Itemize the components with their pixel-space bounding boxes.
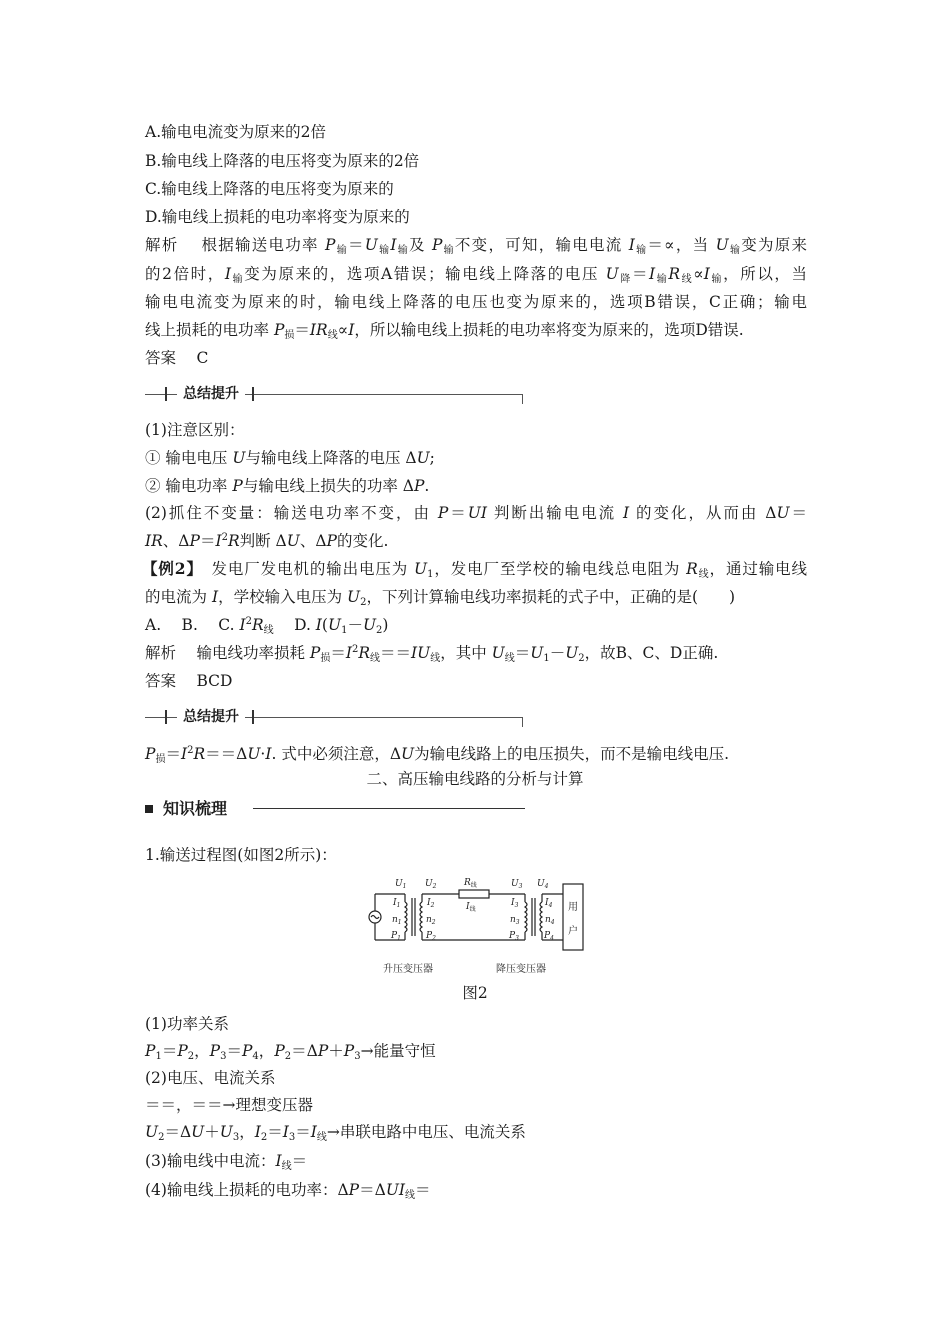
line-loss: (4)输电线上损耗的电功率：$\Delta P=\Delta UI_线=$ [145,1181,431,1201]
vc-relation-1: ＝＝，＝＝→理想变压器 [145,1096,313,1114]
svg-text:I1: $I_1$ [393,898,401,909]
transmission-diagram [365,872,585,978]
svg-text:U2: $U_2$ [425,879,437,890]
summary1-p2: (2)抓住不变量：输送电功率不变，由 P＝UI 判断出输电电流 I 的变化，从而由 ΔU＝ [145,504,807,522]
item-1: 1.输送过程图(如图2所示)： [145,846,337,864]
option-c: C.输电线上降落的电压将变为原来的 [145,180,394,198]
analysis-line-4: 线上损耗的电功率 $P_损=IR_线\propto I$，所以输电线上损耗的电功率将变为原来的，选项D错误. [145,321,744,341]
option-d: D.输电线上损耗的电功率将变为原来的 [145,208,410,226]
summary-title: 总结提升 [177,384,245,404]
answer-1: 答案 C [145,349,209,367]
power-relation-title: (1)功率关系 [145,1015,229,1033]
summary1-p1b: ② 输电功率 P与输电线上损失的功率 ΔP. [145,477,430,495]
example2-line-2: 的电流为 I，学校输入电压为 $U_2$，下列计算输电线功率损耗的式子中，正确的是( ) [145,588,736,608]
example2-line-1: 【例2】 发电厂发电机的输出电压为 $U_1$，发电厂至学校的输电线总电阻为 $R_线$，通过输电线 [142,559,808,580]
summary-header-2 [145,709,523,731]
power-relation: $P_1=P_2$，$P_3=P_4$，$P_2=\Delta P+P_3\to$能量守恒 [145,1042,436,1062]
svg-text:n1: $n_1$ [392,915,402,926]
vc-relation-title: (2)电压、电流关系 [145,1069,276,1087]
option-b: B.输电线上降落的电压将变为原来的2倍 [145,152,420,170]
svg-text:n4: $n_4$ [545,915,555,926]
analysis-line-3: 输电电流变为原来的时，输电线上降落的电压也变为原来的，选项B错误，C正确；输电 [145,293,807,311]
svg-text:I2: $I_2$ [427,898,435,909]
figure-caption: 图2 [462,984,488,1002]
svg-text:P3: $P_3$ [509,931,519,942]
user-box-label-1: 用 [568,902,578,913]
svg-text:n2: $n_2$ [426,915,436,926]
summary1-p1a: ① 输电电压 U与输电线上降落的电压 ΔU; [145,449,435,467]
svg-text:U3: $U_3$ [511,879,523,890]
svg-text:I3: $I_3$ [511,898,519,909]
svg-text:P4: $P_4$ [544,931,554,942]
svg-text:P1: $P_1$ [391,931,401,942]
analysis-line-1: 解析 根据输送电功率 $P_输=U_输I_输$及 $P_输$不变，可知，输电电流 $I_输=\propto$，当 $U_输$变为原来 [145,236,808,256]
vc-relation-2: $U_2=\Delta U+U_3$，$I_2=I_3=I_线\to$串联电路中电压、电流关系 [145,1123,526,1143]
svg-text:I4: $I_4$ [545,898,553,909]
section-heading: 二、高压输电线路的分析与计算 [366,770,584,788]
svg-text:I线: $I_线$ [466,902,476,913]
svg-text:n3: $n_3$ [510,915,520,926]
user-box-label-2: 户 [568,926,578,937]
answer-2: 答案 BCD [145,672,233,690]
summary-title-2: 总结提升 [177,707,245,727]
example2-analysis: 解析 输电线功率损耗 $P_损=I^2R_线==IU_线$，其中 $U_线=U_1-U_2$，故B、C、D正确. [145,644,719,664]
step-up-label: 升压变压器 [383,964,433,975]
summary1-p2b: IR、$\Delta P=I^2R$判断 ΔU、ΔP的变化. [145,532,389,550]
summary1-p1: (1)注意区别： [145,421,245,439]
step-down-label: 降压变压器 [496,964,546,975]
knowledge-header: 知识梳理 [145,798,525,822]
summary-header-1 [145,386,523,408]
analysis-line-2: 的2倍时，$I_输$变为原来的，选项A错误；输电线上降落的电压 $U_降=I_输R_线\propto I_输$，所以，当 [145,265,808,285]
option-a: A.输电电流变为原来的2倍 [145,123,326,141]
svg-text:U1: $U_1$ [395,879,407,890]
summary2-text: $P_损=I^2R==\Delta U\cdot I$. 式中必须注意，ΔU为输电线路上的电压损失，而不是输电线电压. [145,745,730,765]
line-current: (3)输电线中电流：$I_线=$ [145,1152,308,1172]
example2-options: A. B. C. $I^2R_线$ D. $I(U_1-U_2)$ [145,616,389,636]
svg-text:U4: $U_4$ [537,879,549,890]
svg-text:R线: $R_线$ [464,878,477,889]
svg-text:P2: $P_2$ [426,931,436,942]
